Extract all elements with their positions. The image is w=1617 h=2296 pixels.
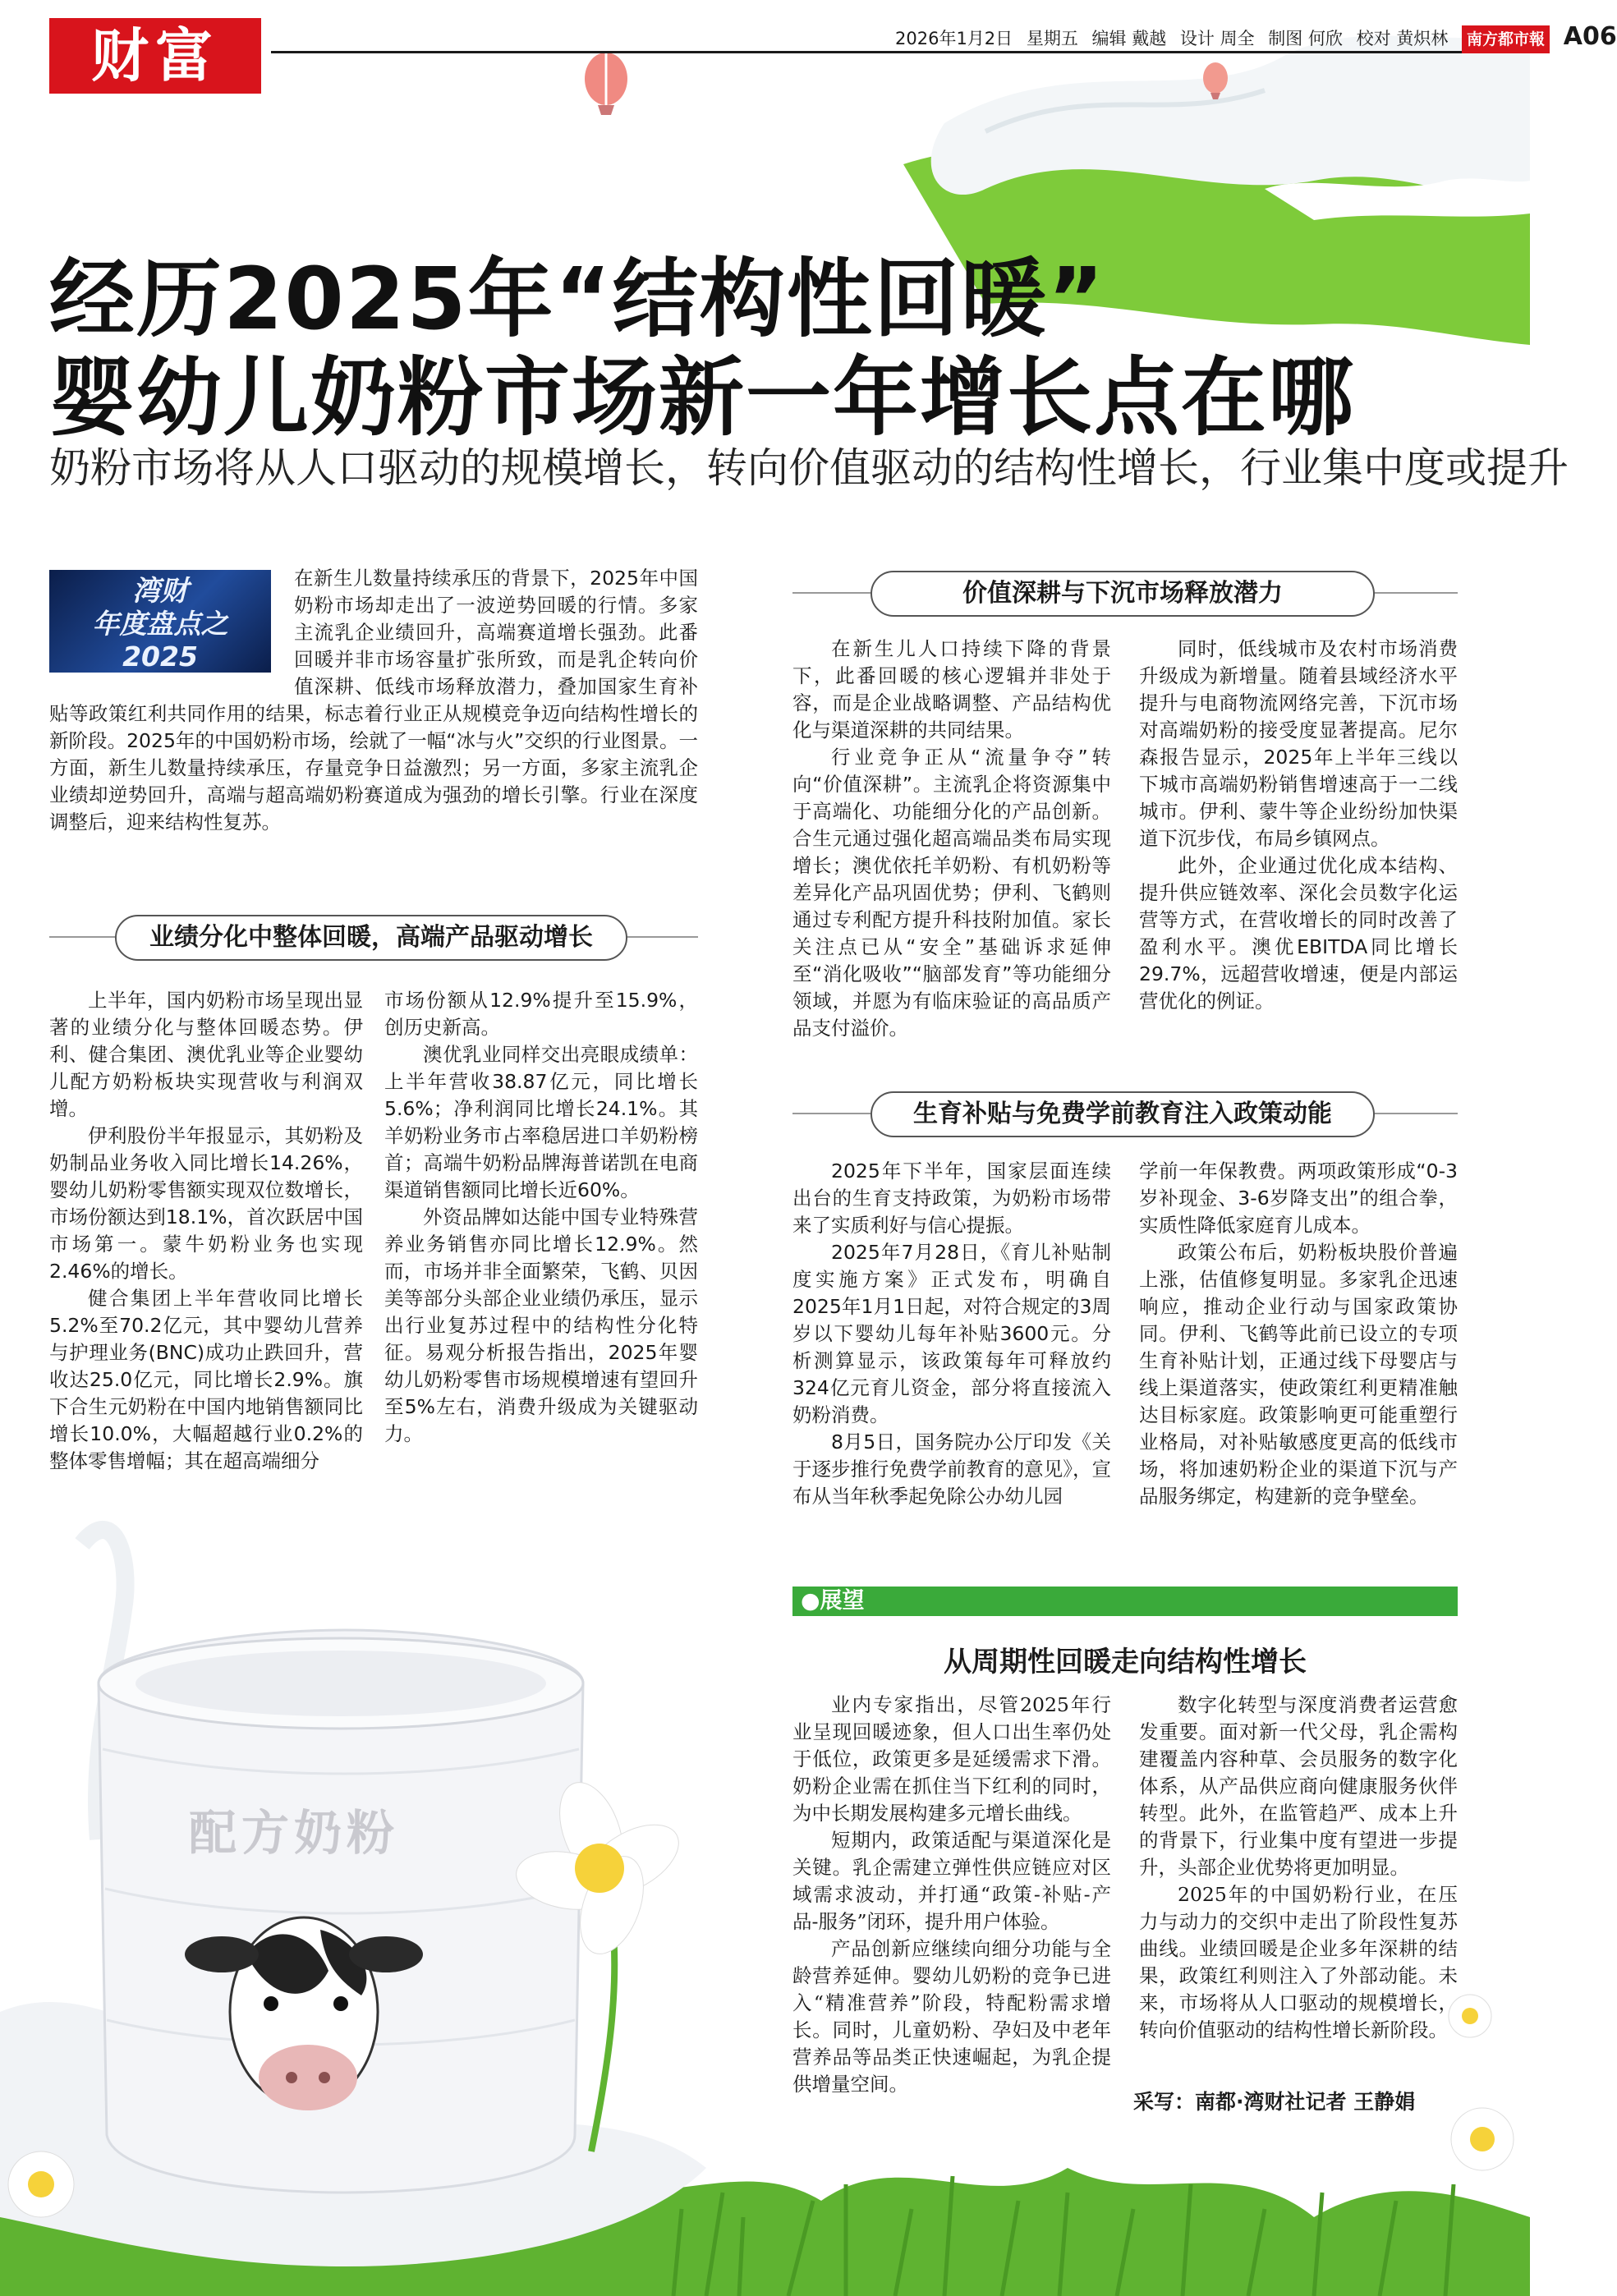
header-credit-design: 设计 周全	[1179, 29, 1255, 48]
intro-paragraph	[49, 565, 698, 836]
badge-line3: 2025	[122, 641, 198, 673]
paper-logo: 南方都市報	[1462, 25, 1550, 53]
section1-heading: 业绩分化中整体回暖，高端产品驱动增长	[115, 915, 627, 961]
outlook-col2	[1139, 1692, 1458, 2044]
outlook-heading: 从周期性回暖走向结构性增长	[944, 1646, 1307, 1678]
header-weekday: 星期五	[1026, 29, 1078, 48]
byline: 采写：南都·湾财社记者 王静娟	[1133, 2090, 1416, 2114]
paragraph: 政策公布后，奶粉板块股价普遍上涨，估值修复明显。多家乳企迅速响应，推动企业行动与国家政策协同。伊利、飞鹤等此前已设立的专项生育补贴计划，正通过线下母婴店与线上渠道落实，使政策红利更精准触达目标家庭。政策影响更可能重塑行业格局，对补贴敏感度更高的低线市场，将加速奶粉企业的渠道下沉与产品服务绑定，构建新的竞争壁垒。	[1139, 1241, 1458, 1508]
paragraph: 学前一年保教费。两项政策形成“0-3岁补现金、3-6岁降支出”的组合拳，实质性降低家庭育儿成本。	[1139, 1159, 1458, 1237]
paragraph: 2025年下半年，国家层面连续出台的生育支持政策，为奶粉市场带来了实质利好与信心提振。	[792, 1159, 1111, 1237]
paragraph: 外资品牌如达能中国专业特殊营养业务销售亦同比增长12.9%。然而，市场并非全面繁荣，飞鹤、贝因美等部分头部企业业绩仍承压，显示出行业复苏过程中的结构性分化特征。易观分析报告指出，2025年婴幼儿奶粉零售市场规模增速有望回升至5%左右，消费升级成为关键驱动力。	[384, 1205, 698, 1445]
paragraph: 数字化转型与深度消费者运营愈发重要。面对新一代父母，乳企需构建覆盖内容种草、会员服务的数字化体系，从产品供应商向健康服务伙伴转型。此外，在监管趋严、成本上升的背景下，行业集中度有望进一步提升，头部企业优势将更加明显。	[1139, 1693, 1458, 1879]
outlook-col1	[792, 1692, 1111, 2098]
paragraph: 行业竞争正从“流量争夺”转向“价值深耕”。主流乳企将资源集中于高端化、功能细分化的产品创新。合生元通过强化超高端品类布局实现增长；澳优依托羊奶粉、有机奶粉等差异化产品巩固优势；伊利、飞鹤则通过专利配方提升科技附加值。家长关注点已从“安全”基础诉求延伸至“消化吸收”“脑部发育”等功能细分领域，并愿为有临床验证的高品质产品支付溢价。	[792, 746, 1111, 1040]
paragraph: 产品创新应继续向细分功能与全龄营养延伸。婴幼儿奶粉的竞争已进入“精准营养”阶段，特配粉需求增长。同时，儿童奶粉、孕妇及中老年营养品等品类正快速崛起，为乳企提供增量空间。	[792, 1937, 1111, 2096]
formula-can	[99, 1630, 583, 2193]
paragraph: 澳优乳业同样交出亮眼成绩单：上半年营收38.87亿元，同比增长5.6%；净利润同比增长24.1%。其羊奶粉业务市占率稳居进口羊奶粉榜首；高端牛奶粉品牌海普诺凯在电商渠道销售额同比增长近60%。	[384, 1043, 698, 1201]
badge-line2: 年度盘点之	[92, 608, 228, 640]
paragraph: 上半年，国内奶粉市场呈现出显著的业绩分化与整体回暖态势。伊利、健合集团、澳优乳业等企业婴幼儿配方奶粉板块实现营收与利润双增。	[49, 989, 363, 1120]
header-info	[887, 22, 1617, 51]
section2-heading: 价值深耕与下沉市场释放潜力	[871, 571, 1375, 617]
badge-line1: 湾财	[132, 575, 188, 608]
paragraph: 市场份额从12.9%提升至15.9%，创历史新高。	[384, 989, 698, 1039]
flower-icon	[1451, 2108, 1514, 2170]
can-label: 配方奶粉	[189, 1805, 400, 1861]
header-date: 2026年1月2日	[895, 29, 1013, 48]
headline-line1: 经历2025年“结构性回暖”	[49, 249, 1106, 349]
paragraph: 此外，企业通过优化成本结构、提升供应链效率、深化会员数字化运营等方式，在营收增长的同时改善了盈利水平。澳优EBITDA同比增长29.7%，远超营收增速，便是内部运营优化的例证。	[1139, 854, 1458, 1013]
paragraph: 健合集团上半年营收同比增长5.2%至70.2亿元，其中婴幼儿营养与护理业务(BNC)成功止跌回升，营收达25.0亿元，同比增长2.9%。旗下合生元奶粉在中国内地销售额同比增长10.0%，大幅超越行业0.2%的整体零售增幅；其在超高端细分	[49, 1287, 363, 1472]
section3-heading: 生育补贴与免费学前教育注入政策动能	[871, 1091, 1375, 1137]
header-credit-drawing: 制图 何欣	[1268, 29, 1343, 48]
section2-col1	[792, 636, 1111, 1042]
page-number: A06	[1563, 22, 1617, 51]
header-credit-proof: 校对 黄炽林	[1356, 29, 1449, 48]
balloon-icon	[585, 53, 627, 115]
section3-col1	[792, 1158, 1111, 1510]
paragraph: 同时，低线城市及农村市场消费升级成为新增量。随着县域经济水平提升与电商物流网络完善，下沉市场对高端奶粉的接受度显著提高。尼尔森报告显示，2025年上半年三线以下城市高端奶粉销售增速高于一二线城市。伊利、蒙牛等企业纷纷加快渠道下沉步伐，布局乡镇网点。	[1139, 637, 1458, 850]
headline-line2: 婴幼儿奶粉市场新一年增长点在哪	[49, 347, 1356, 448]
paragraph: 伊利股份半年报显示，其奶粉及奶制品业务收入同比增长14.26%，婴幼儿奶粉零售额实现双位数增长，市场份额达到18.1%，首次跃居中国市场第一。蒙牛奶粉业务也实现2.46%的增长。	[49, 1124, 363, 1283]
section1-col2	[384, 987, 698, 1448]
top-rule	[271, 51, 1511, 53]
paragraph: 2025年7月28日，《育儿补贴制度实施方案》正式发布，明确自2025年1月1日起，对符合规定的3周岁以下婴幼儿每年补贴3600元。分析测算显示，该政策每年可释放约324亿元育儿资金，部分将直接流入奶粉消费。	[792, 1241, 1111, 1426]
badge-spacer	[49, 565, 294, 678]
section3-col2	[1139, 1158, 1458, 1510]
paragraph: 2025年的中国奶粉行业，在压力与动力的交织中走出了阶段性复苏曲线。业绩回暖是企业多年深耕的结果，政策红利则注入了外部动能。未来，市场将从人口驱动的规模增长，转向价值驱动的结构性增长新阶段。	[1139, 1883, 1458, 2041]
header-credit-editor: 编辑 戴越	[1091, 29, 1167, 48]
subheadline: 奶粉市场将从人口驱动的规模增长，转向价值驱动的结构性增长，行业集中度或提升	[49, 444, 1569, 492]
section-tag: 财富	[49, 18, 261, 94]
section1-col1	[49, 987, 363, 1475]
paragraph: 在新生儿人口持续下降的背景下，此番回暖的核心逻辑并非处于容，而是企业战略调整、产品结构优化与渠道深耕的共同结果。	[792, 637, 1111, 742]
paragraph: 8月5日，国务院办公厅印发《关于逐步推行免费学前教育的意见》，宣布从当年秋季起免除公办幼儿园	[792, 1430, 1111, 1508]
paragraph: 业内专家指出，尽管2025年行业呈现回暖迹象，但人口出生率仍处于低位，政策更多是延缓需求下滑。奶粉企业需在抓住当下红利的同时，为中长期发展构建多元增长曲线。	[792, 1693, 1111, 1825]
flower-icon	[8, 2151, 74, 2217]
outlook-label: ●展望	[792, 1587, 1458, 1616]
section2-col2	[1139, 636, 1458, 1015]
intro-text: 在新生儿数量持续承压的背景下，2025年中国奶粉市场却走出了一波逆势回暖的行情。多家主流乳企业绩回升，高端赛道增长强劲。此番回暖并非市场容量扩张所致，而是乳企转向价值深耕、低线市场释放潜力，叠加国家生育补贴等政策红利共同作用的结果，标志着行业正从规模竞争迈向结构性增长的新阶段。2025年的中国奶粉市场，绘就了一幅“冰与火”交织的行业图景。一方面，新生儿数量持续承压，存量竞争日益激烈；另一方面，多家主流乳企业绩却逆势回升，高端与超高端奶粉赛道成为强劲的增长引擎。行业在深度调整后，迎来结构性复苏。	[49, 567, 698, 833]
paragraph: 短期内，政策适配与渠道深化是关键。乳企需建立弹性供应链应对区域需求波动，并打通“政策-补贴-产品-服务”闭环，提升用户体验。	[792, 1829, 1111, 1933]
